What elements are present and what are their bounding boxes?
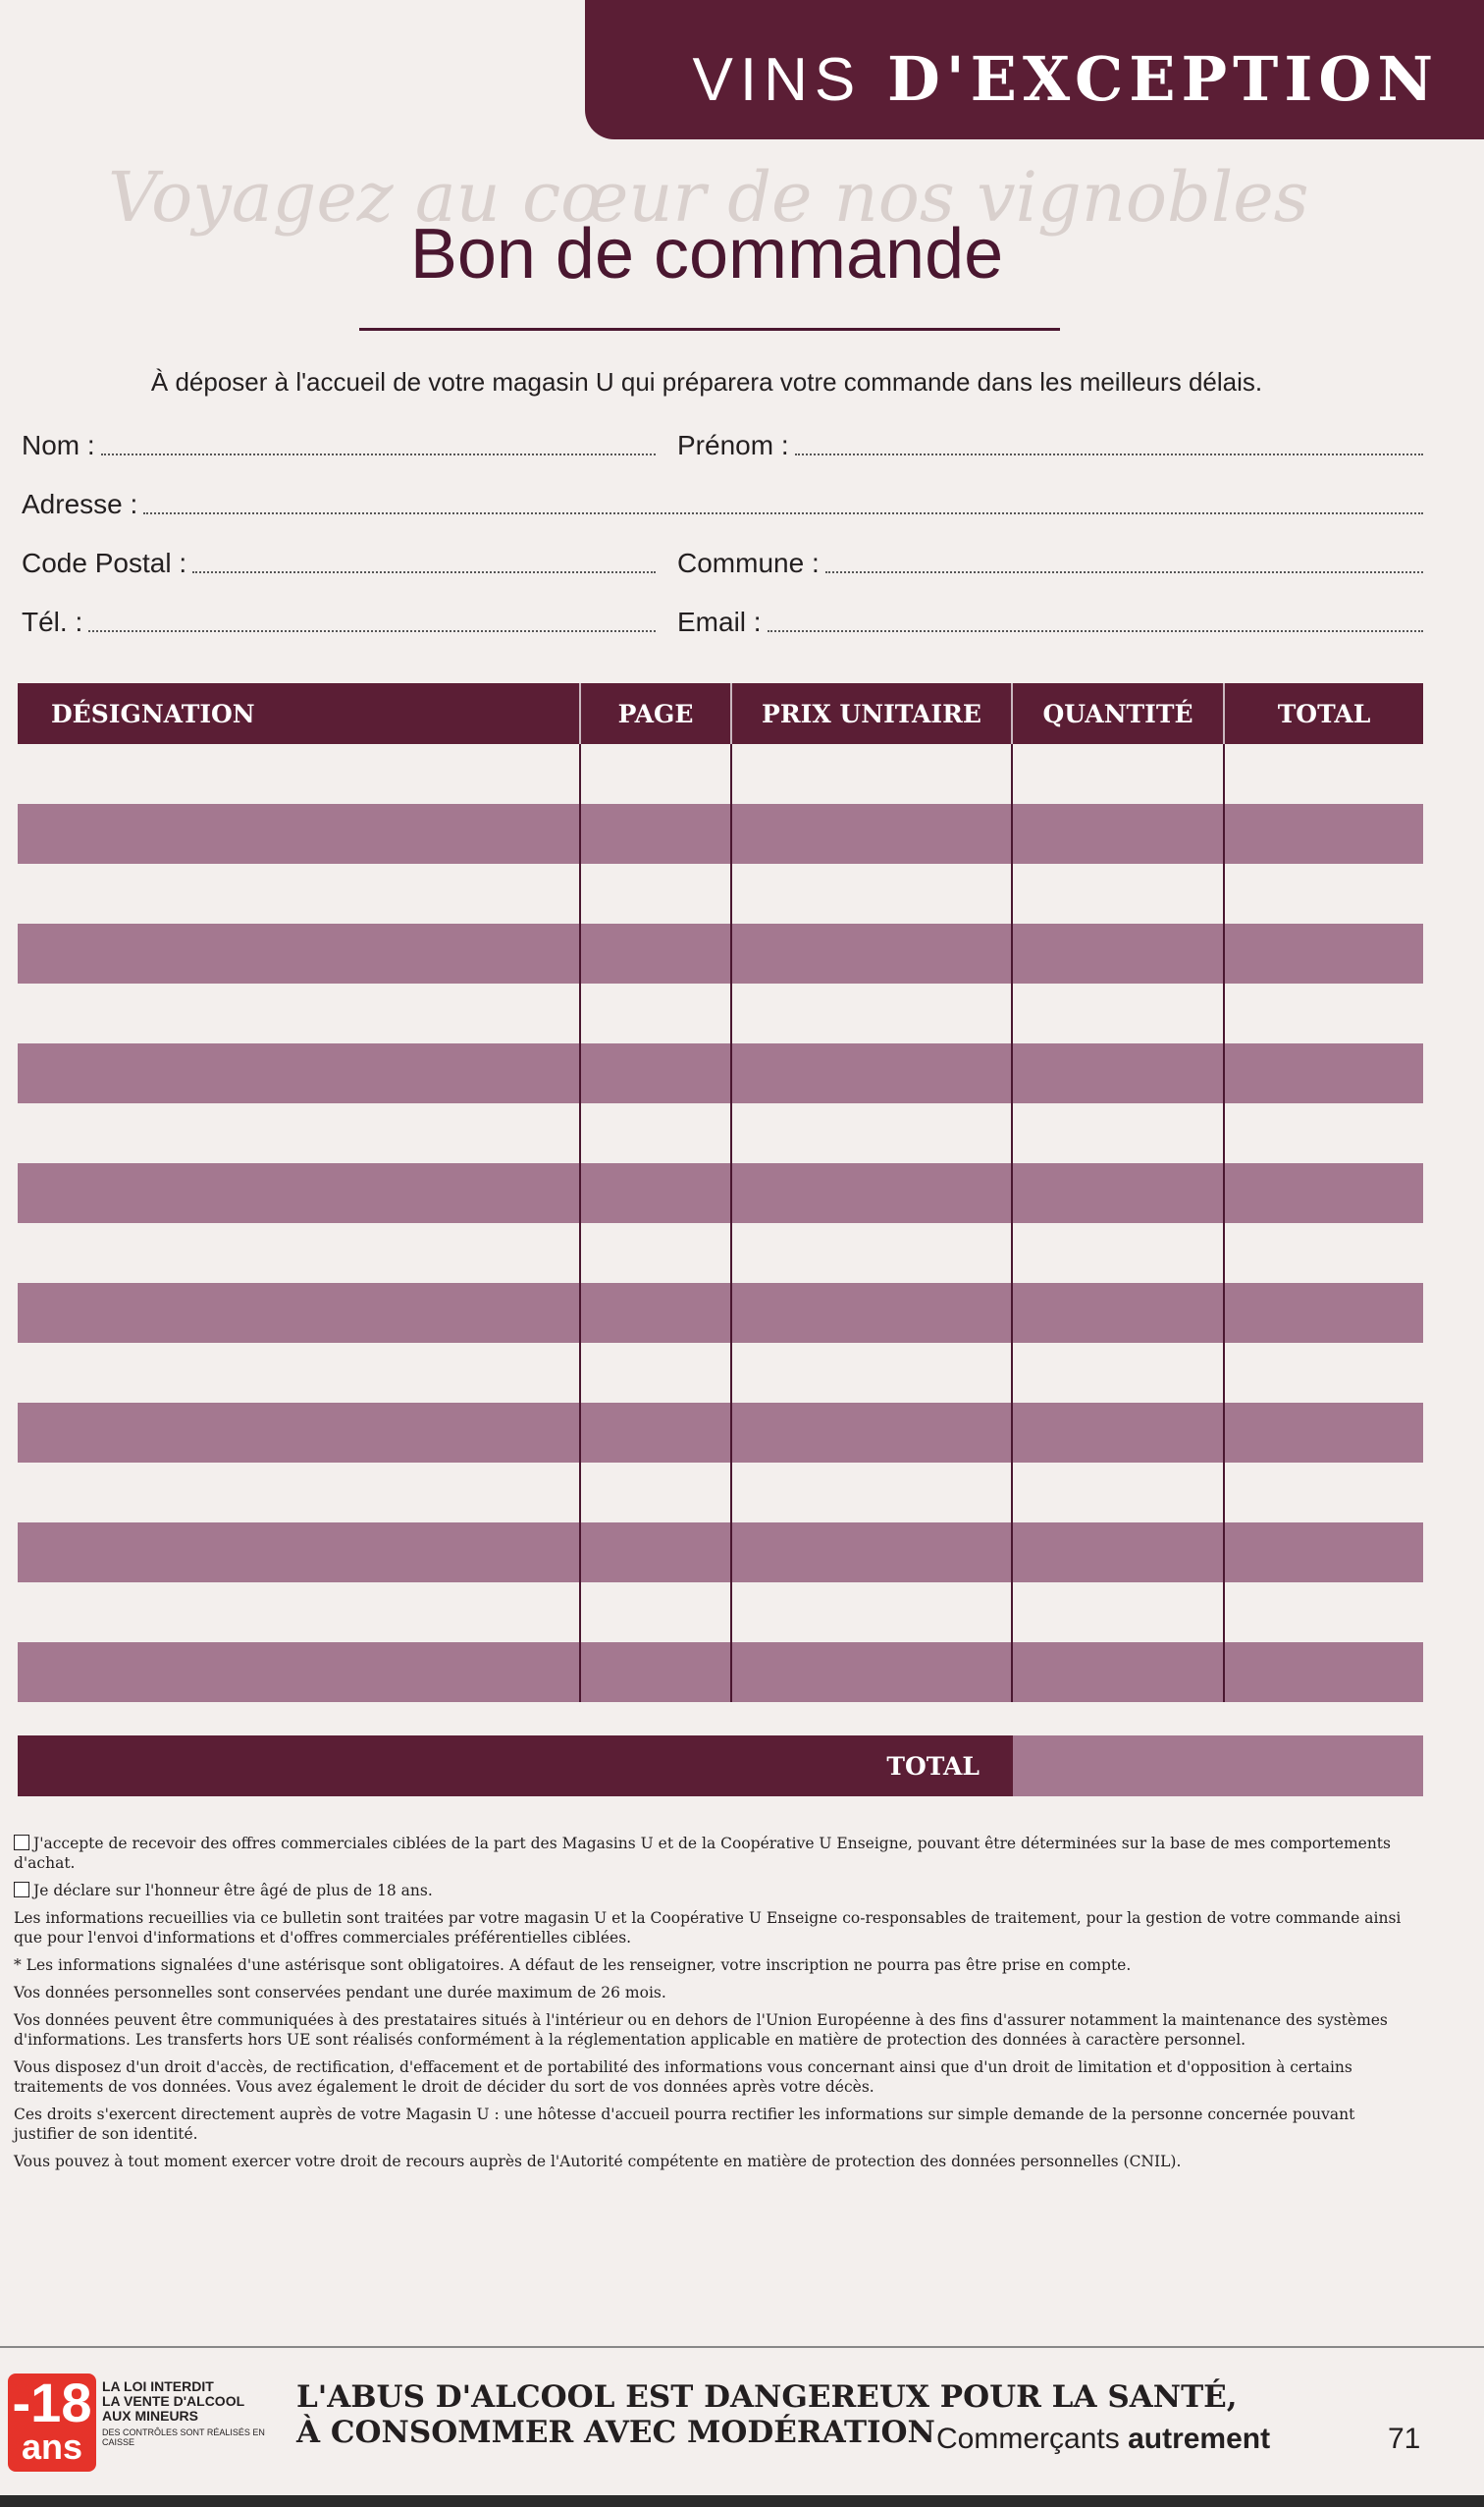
table-cell[interactable]: [581, 1103, 732, 1163]
table-cell[interactable]: [732, 1163, 1013, 1223]
legal-paragraph: Ces droits s'exercent directement auprès de votre Magasin U : une hôtesse d'accueil pourra rectifier les informations sur simple demande de la personne concernée pouvant justifier de son identité.: [14, 2106, 1355, 2143]
law-notice: [102, 2379, 289, 2447]
table-cell[interactable]: [1013, 1642, 1225, 1702]
table-cell[interactable]: [18, 864, 581, 924]
prenom-label: Prénom :: [677, 430, 789, 460]
table-cell[interactable]: [581, 1403, 732, 1463]
legal-paragraph: Vos données personnelles sont conservées pendant une durée maximum de 26 mois.: [14, 1984, 666, 2001]
total-row: [18, 1735, 1423, 1796]
table-cell[interactable]: [732, 1403, 1013, 1463]
code-postal-label: Code Postal :: [22, 548, 187, 578]
bottom-band: [0, 2495, 1484, 2507]
table-cell[interactable]: [1225, 1283, 1423, 1343]
tagline-commercants: Commerçants: [936, 2423, 1120, 2455]
table-cell[interactable]: [18, 1223, 581, 1283]
law-line-2: LA VENTE D'ALCOOL: [102, 2393, 245, 2409]
warning-line-2: À CONSOMMER AVEC MODÉRATION: [296, 2415, 935, 2450]
table-cell[interactable]: [18, 1163, 581, 1223]
commune-label: Commune :: [677, 548, 820, 578]
table-cell[interactable]: [1225, 1522, 1423, 1582]
legal-paragraph: Vos données peuvent être communiquées à des prestataires situés à l'intérieur ou en dehors de l'Union Européenne à des fins d'assurer notamment la maintenance des systèmes d'informations. Les transferts hors UE sont réalisés conformément à la réglementation applicable en matière de protection des données à caractère personnel.: [14, 2011, 1388, 2049]
law-line-3: AUX MINEURS: [102, 2408, 199, 2424]
adresse-label: Adresse :: [22, 489, 138, 519]
table-cell[interactable]: [581, 804, 732, 864]
header-page: PAGE: [581, 683, 732, 744]
table-cell[interactable]: [732, 744, 1013, 804]
table-cell[interactable]: [18, 1463, 581, 1522]
table-row: [18, 1223, 1423, 1283]
table-cell[interactable]: [1225, 1223, 1423, 1283]
background-script: Voyagez au cœur de nos vignobles: [108, 157, 1309, 238]
table-cell[interactable]: [581, 924, 732, 984]
table-cell[interactable]: [1225, 1043, 1423, 1103]
law-small-print: DES CONTRÔLES SONT RÉALISÉS EN CAISSE: [102, 2427, 265, 2447]
table-cell[interactable]: [18, 1522, 581, 1582]
law-line-1: LA LOI INTERDIT: [102, 2378, 214, 2394]
table-cell[interactable]: [1013, 1163, 1225, 1223]
legal-paragraph: Les informations recueillies via ce bulletin sont traitées par votre magasin U et la Coopérative U Enseigne co-responsables de traitement, pour la gestion de votre commande ainsi que pour l'envoi d'informations et d'offres commerciales préférentielles ciblées.: [14, 1909, 1402, 1947]
age-restriction-badge: [8, 2374, 96, 2472]
table-cell[interactable]: [581, 984, 732, 1043]
table-row: [18, 1642, 1423, 1702]
table-cell[interactable]: [1225, 804, 1423, 864]
prenom-input-line[interactable]: [795, 452, 1423, 455]
table-cell[interactable]: [18, 1343, 581, 1403]
header-total: TOTAL: [1277, 699, 1371, 728]
table-cell[interactable]: [18, 1043, 581, 1103]
table-cell[interactable]: [1013, 864, 1225, 924]
table-header: [18, 683, 1423, 744]
footer-rule: [0, 2346, 1484, 2348]
table-row: [18, 1463, 1423, 1522]
table-cell[interactable]: [1013, 1522, 1225, 1582]
table-cell[interactable]: [1225, 1463, 1423, 1522]
table-row: [18, 1403, 1423, 1463]
table-cell[interactable]: [732, 1522, 1013, 1582]
email-input-line[interactable]: [768, 628, 1423, 632]
badge-unit: ans: [21, 2427, 83, 2467]
page-subtitle: À déposer à l'accueil de votre magasin U qui préparera votre commande dans les meilleurs délais.: [150, 367, 1263, 397]
table-cell[interactable]: [1225, 1163, 1423, 1223]
nom-field[interactable]: [22, 430, 656, 461]
table-cell[interactable]: [732, 1043, 1013, 1103]
table-cell[interactable]: [1225, 924, 1423, 984]
table-row: [18, 1343, 1423, 1403]
table-cell[interactable]: [581, 864, 732, 924]
table-cell[interactable]: [1225, 1582, 1423, 1642]
adresse-input-line[interactable]: [143, 510, 1423, 514]
table-cell[interactable]: [18, 1582, 581, 1642]
table-row: [18, 1283, 1423, 1343]
table-cell[interactable]: [1013, 1283, 1225, 1343]
table-cell[interactable]: [1013, 1403, 1225, 1463]
table-cell[interactable]: [1225, 1642, 1423, 1702]
order-table: [18, 683, 1423, 1702]
table-cell[interactable]: [581, 1343, 732, 1403]
table-cell[interactable]: [18, 1403, 581, 1463]
table-cell[interactable]: [1013, 1043, 1225, 1103]
table-cell[interactable]: [18, 744, 581, 804]
table-cell[interactable]: [1013, 924, 1225, 984]
email-label: Email :: [677, 607, 762, 637]
table-cell[interactable]: [581, 1043, 732, 1103]
table-cell[interactable]: [1013, 1103, 1225, 1163]
tagline-autrement: autrement: [1128, 2423, 1271, 2455]
consent-age-text: Je déclare sur l'honneur être âgé de plus de 18 ans.: [33, 1882, 433, 1899]
table-row: [18, 1522, 1423, 1582]
adresse-field[interactable]: [22, 489, 1423, 520]
table-cell[interactable]: [1225, 1103, 1423, 1163]
email-field[interactable]: [677, 607, 1423, 638]
table-cell[interactable]: [732, 984, 1013, 1043]
table-cell[interactable]: [732, 804, 1013, 864]
table-cell[interactable]: [581, 1283, 732, 1343]
header-band: [585, 0, 1484, 139]
table-cell[interactable]: [18, 1283, 581, 1343]
consent-offers: [14, 1834, 1407, 1873]
tel-input-line[interactable]: [88, 628, 656, 632]
consent-age: [14, 1881, 1407, 1900]
table-cell[interactable]: [732, 1343, 1013, 1403]
commune-field[interactable]: [677, 548, 1423, 579]
table-body: [18, 744, 1423, 1702]
legal-paragraph: * Les informations signalées d'une astérisque sont obligatoires. A défaut de les renseigner, votre inscription ne pourra pas être prise en compte.: [14, 1956, 1132, 1974]
code-postal-input-line[interactable]: [192, 569, 656, 573]
table-cell[interactable]: [18, 1103, 581, 1163]
table-cell[interactable]: [732, 1103, 1013, 1163]
commune-input-line[interactable]: [825, 569, 1423, 573]
table-row: [18, 1043, 1423, 1103]
table-cell[interactable]: [1013, 1463, 1225, 1522]
table-cell[interactable]: [18, 924, 581, 984]
table-cell[interactable]: [1013, 1582, 1225, 1642]
table-row: [18, 1163, 1423, 1223]
table-row: [18, 984, 1423, 1043]
table-row: [18, 924, 1423, 984]
nom-input-line[interactable]: [101, 452, 656, 455]
legal-paragraph: Vous pouvez à tout moment exercer votre droit de recours auprès de l'Autorité compétente en matière de protection des données personnelles (CNIL).: [14, 2153, 1182, 2170]
brand-light: VINS: [692, 46, 863, 114]
page-number: 71: [1388, 2423, 1421, 2455]
legal-notice: [14, 1834, 1407, 2179]
table-cell[interactable]: [1225, 864, 1423, 924]
table-cell[interactable]: [581, 1582, 732, 1642]
table-cell[interactable]: [581, 1223, 732, 1283]
consent-offers-text: J'accepte de recevoir des offres commerciales ciblées de la part des Magasins U et de la Coopérative U Enseigne, pouvant être déterminées sur la base de mes comportements d'achat.: [14, 1835, 1391, 1872]
table-cell[interactable]: [1013, 804, 1225, 864]
table-cell[interactable]: [581, 1463, 732, 1522]
header-designation: DÉSIGNATION: [18, 683, 581, 744]
table-cell[interactable]: [732, 1582, 1013, 1642]
prenom-field[interactable]: [677, 430, 1423, 461]
title-rule: [359, 328, 1060, 331]
table-cell[interactable]: [732, 1283, 1013, 1343]
table-row: [18, 744, 1423, 804]
nom-label: Nom :: [22, 430, 95, 460]
legal-paragraph: Vous disposez d'un droit d'accès, de rectification, d'effacement et de portabilité des informations vous concernant ainsi que d'un droit de limitation et d'opposition à certains traitements de vos données. Vous avez également le droit de décider du sort de vos données après votre décès.: [14, 2058, 1352, 2096]
table-cell[interactable]: [18, 1642, 581, 1702]
tel-field[interactable]: [22, 607, 656, 638]
table-cell[interactable]: [18, 984, 581, 1043]
table-cell[interactable]: [1013, 744, 1225, 804]
table-row: [18, 804, 1423, 864]
warning-line-1: L'ABUS D'ALCOOL EST DANGEREUX POUR LA SANTÉ,: [296, 2379, 1238, 2415]
table-cell[interactable]: [1013, 984, 1225, 1043]
table-cell[interactable]: [1013, 1343, 1225, 1403]
consent-age-checkbox[interactable]: [14, 1882, 29, 1897]
table-cell[interactable]: [18, 804, 581, 864]
tel-label: Tél. :: [22, 607, 83, 637]
table-cell[interactable]: [1225, 984, 1423, 1043]
brand-tagline: [936, 2423, 1270, 2456]
total-label: TOTAL: [18, 1735, 1013, 1796]
brand-bold: D'EXCEPTION: [886, 43, 1439, 115]
table-cell[interactable]: [1225, 1343, 1423, 1403]
total-value-cell[interactable]: [1013, 1735, 1423, 1796]
brand-title: [693, 43, 1440, 115]
table-cell[interactable]: [732, 1463, 1013, 1522]
table-cell[interactable]: [1225, 744, 1423, 804]
header-quantite: QUANTITÉ: [1013, 683, 1225, 744]
badge-number: -18: [12, 2372, 92, 2433]
table-cell[interactable]: [732, 924, 1013, 984]
table-cell[interactable]: [581, 1522, 732, 1582]
code-postal-field[interactable]: [22, 548, 656, 579]
page-title: Bon de commande: [409, 215, 1004, 293]
table-cell[interactable]: [732, 864, 1013, 924]
table-cell[interactable]: [581, 1642, 732, 1702]
table-cell[interactable]: [1225, 1403, 1423, 1463]
table-row: [18, 1582, 1423, 1642]
table-cell[interactable]: [732, 1223, 1013, 1283]
table-row: [18, 1103, 1423, 1163]
consent-offers-checkbox[interactable]: [14, 1835, 29, 1850]
table-cell[interactable]: [732, 1642, 1013, 1702]
table-row: [18, 864, 1423, 924]
table-cell[interactable]: [581, 744, 732, 804]
header-prix-unitaire: PRIX UNITAIRE: [732, 683, 1013, 744]
table-cell[interactable]: [1013, 1223, 1225, 1283]
table-cell[interactable]: [581, 1163, 732, 1223]
